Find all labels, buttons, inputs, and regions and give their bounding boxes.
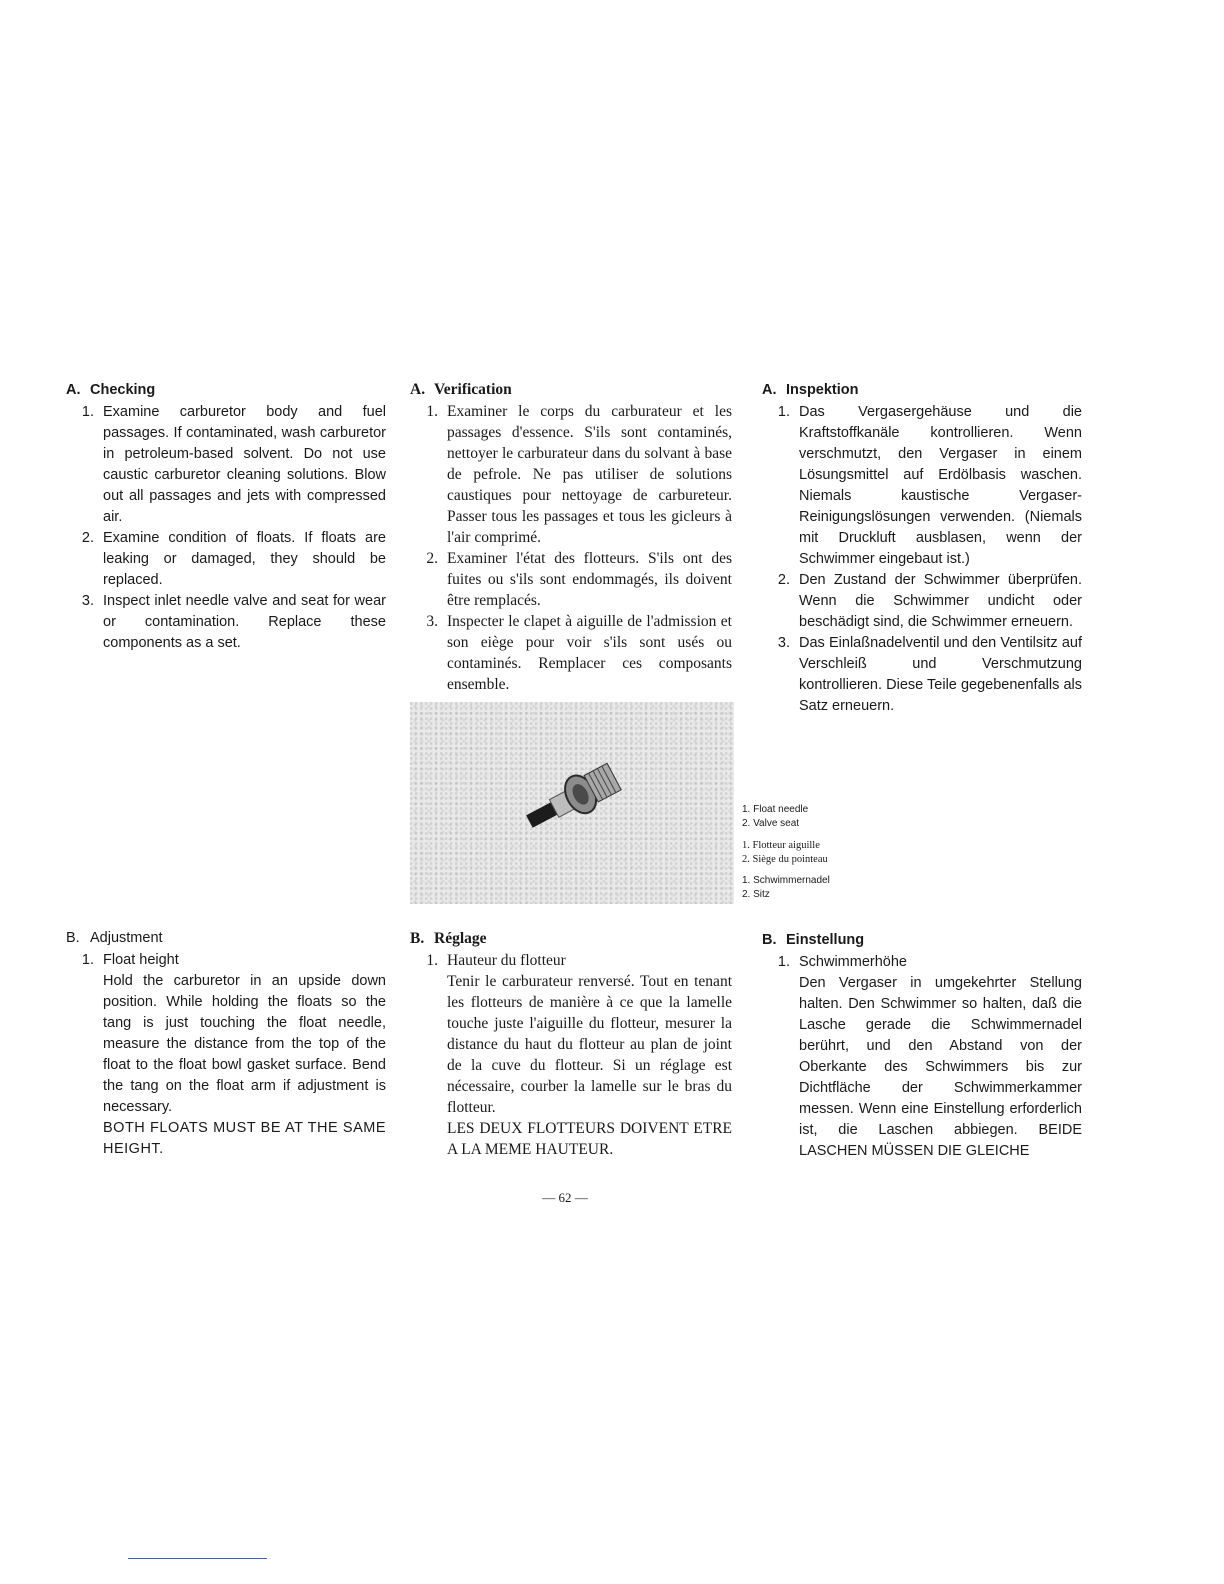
needle-valve-illustration bbox=[410, 702, 734, 904]
caption-french: 1. Flotteur aiguille 2. Siège du pointeau bbox=[742, 840, 828, 865]
list-item: 1. Das Vergasergehäuse und die Kraftstoffkanäle kontrollieren. Wenn verschmutzt, den Vergaser in einem Lösungsmittel auf Erdölbasis waschen. Niemals kaustische Vergaser-Reinigungslösungen verwenden. (Niemals mit Druckluft ausblasen, wenn der Schwimmer eingebaut ist.) bbox=[777, 404, 1082, 567]
english-section-a bbox=[66, 380, 386, 654]
list-item: 1. Examiner le corps du carburateur et les passages d'essence. S'ils sont contaminés, nettoyer le carburateur dans du solvant à base de pefrole. Ne pas utiliser de solutions caustiques pour nettoyage de carbureteur. Passer tous les passages et tous les gicleurs à l'air comprimé. bbox=[426, 403, 732, 546]
body-paragraph: Tenir le carburateur renversé. Tout en tenant les flotteurs de manière à ce que la lamelle touche juste l'aiguille du flotteur, mesurer la distance du haut du flotteur au plan de joint de la cuve du flotteur. Si un réglage est nécessaire, courber la lamelle sur le bras du flotteur. bbox=[447, 973, 732, 1116]
english-section-b bbox=[66, 928, 386, 1160]
footer-rule bbox=[128, 1558, 267, 1559]
french-section-b bbox=[410, 928, 732, 1160]
french-section-a bbox=[410, 379, 732, 695]
body-paragraph: Den Vergaser in umgekehrter Stellung halten. Den Schwimmer so halten, daß die Lasche gerade die Schwimmernadel berührt, und den Abstand von der Oberkante des Schwimmers bis zur Dichtfläche der Schwimmerkammer messen. Wenn eine Einstellung erforderlich ist, die Laschen abbiegen. BEIDE LASCHEN MÜSSEN DIE GLEICHE bbox=[799, 975, 1082, 1159]
list-item: 1. Hauteur du flotteur bbox=[426, 952, 566, 969]
float-needle-photo bbox=[410, 702, 734, 904]
caption-german: 1. Schwimmernadel 2. Sitz bbox=[742, 875, 830, 900]
list-item: 2. Den Zustand der Schwimmer überprüfen. Wenn die Schwimmer undicht oder beschädigt sind, die Schwimmer erneuern. bbox=[777, 572, 1082, 630]
german-section-b bbox=[762, 930, 1082, 1162]
caption-english: 1. Float needle 2. Valve seat bbox=[742, 804, 809, 829]
section-heading: B. Einstellung bbox=[762, 932, 865, 948]
body-paragraph: Hold the carburetor in an upside down position. While holding the floats so the tang is just touching the float needle, measure the distance from the top of the float to the float bowl gasket surface. Bend the tang on the float arm if adjustment is necessary. bbox=[103, 973, 386, 1115]
section-heading: B. Adjustment bbox=[66, 930, 163, 946]
list-item: 1. Schwimmerhöhe bbox=[777, 954, 907, 970]
section-heading: B. Réglage bbox=[410, 930, 487, 947]
german-section-a bbox=[762, 380, 1082, 717]
list-item: 2. Examine condition of floats. If floats are leaking or damaged, they should be replaced. bbox=[81, 530, 386, 588]
list-item: 2. Examiner l'état des flotteurs. S'ils ont des fuites ou s'ils sont endommagés, ils doivent être remplacés. bbox=[426, 550, 732, 609]
list-item: 3. Inspect inlet needle valve and seat for wear or contamination. Replace these components as a set. bbox=[81, 593, 386, 651]
list-item: 3. Inspecter le clapet à aiguille de l'admission et son eiège pour voir s'ils sont usés ou contaminés. Remplacer ces composants ensemble. bbox=[426, 613, 732, 693]
page-number: — 62 — bbox=[542, 1190, 588, 1205]
caps-note: BOTH FLOATS MUST BE AT THE SAME HEIGHT. bbox=[103, 1120, 386, 1157]
caps-note: LES DEUX FLOTTEURS DOIVENT ETRE A LA MEME HAUTEUR. bbox=[447, 1120, 732, 1158]
list-item: 1. Float height bbox=[81, 952, 179, 968]
section-heading: A. Verification bbox=[410, 381, 512, 398]
list-item: 1. Examine carburetor body and fuel passages. If contaminated, wash carburetor in petroleum-based solvent. Do not use caustic carburetor cleaning solutions. Blow out all passages and jets with compressed air. bbox=[81, 404, 386, 525]
section-heading: A. Inspektion bbox=[762, 382, 859, 398]
list-item: 3. Das Einlaßnadelventil und den Ventilsitz auf Verschleiß und Verschmutzung kontrollieren. Diese Teile gegebenenfalls als Satz erneuern. bbox=[777, 635, 1082, 714]
section-heading: A. Checking bbox=[66, 382, 156, 398]
